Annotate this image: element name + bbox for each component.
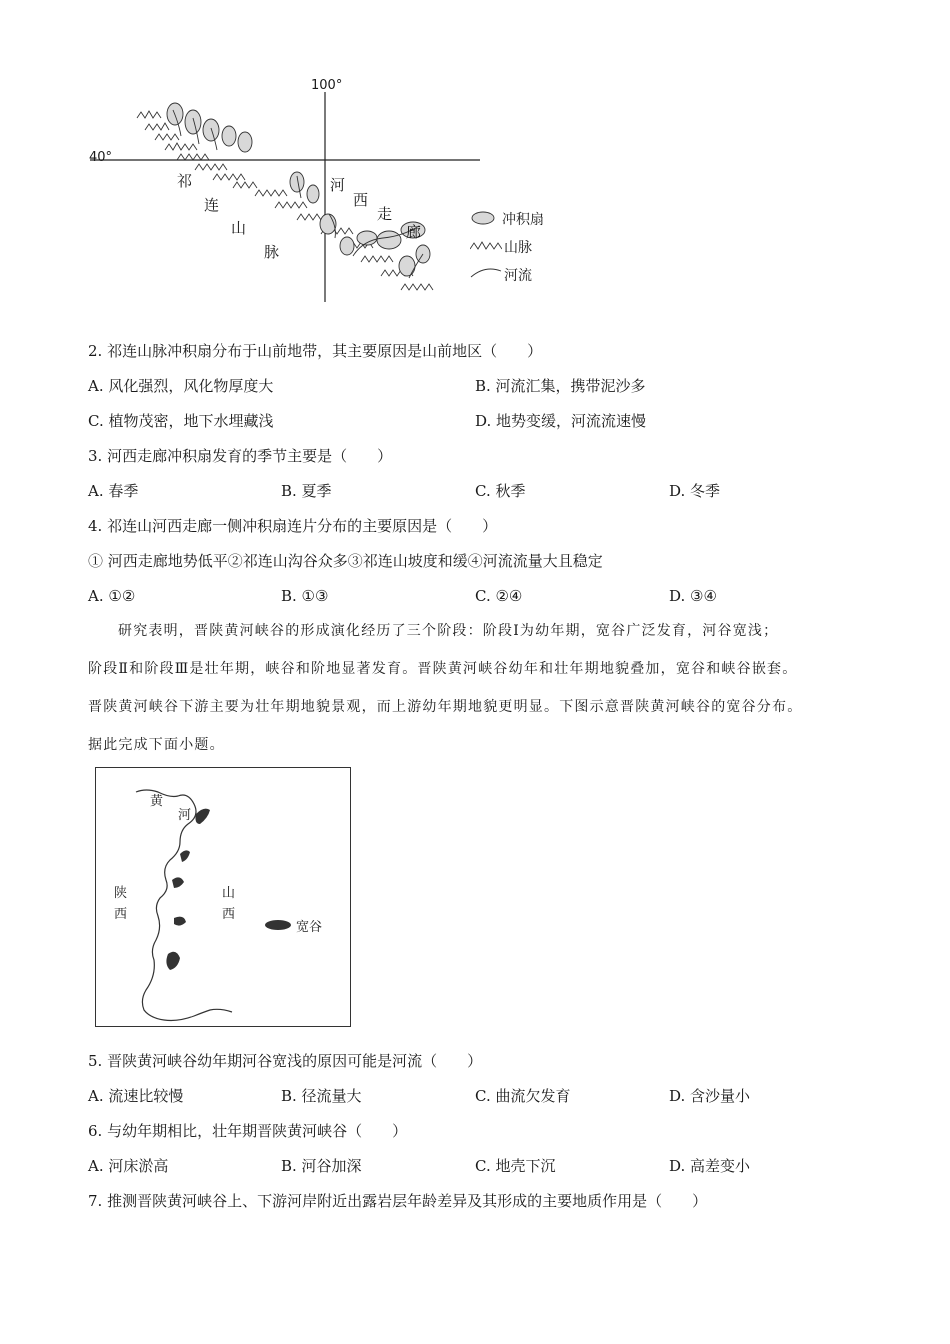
qilian-char-3: 山 bbox=[231, 219, 247, 237]
q5-option-b[interactable]: B. 径流量大 bbox=[281, 1087, 362, 1105]
qilian-char-1: 祁 bbox=[177, 172, 193, 190]
q2-option-a[interactable]: A. 风化强烈，风化物厚度大 bbox=[88, 377, 274, 395]
q3-option-a[interactable]: A. 春季 bbox=[88, 482, 139, 500]
q2-option-d[interactable]: D. 地势变缓，河流流速慢 bbox=[475, 412, 647, 430]
q2-option-b[interactable]: B. 河流汇集，携带泥沙多 bbox=[475, 377, 646, 395]
q4-statements: ① 河西走廊地势低平②祁连山沟谷众多③祁连山坡度和缓④河流流量大且稳定 bbox=[88, 552, 603, 570]
map1-legend bbox=[470, 205, 570, 290]
q6-stem: 6. 与幼年期相比，壮年期晋陕黄河峡谷（ ） bbox=[88, 1122, 408, 1140]
hexi-char-1: 河 bbox=[330, 176, 346, 194]
longitude-label: 100° bbox=[311, 78, 343, 93]
passage-line-2: 阶段Ⅱ和阶段Ⅲ是壮年期，峡谷和阶地显著发育。晋陕黄河峡谷幼年和壮年期地貌叠加，宽谷和峡谷嵌套。 bbox=[88, 661, 798, 677]
q4-option-c[interactable]: C. ②④ bbox=[475, 587, 523, 605]
shaanxi-label-1: 陕 bbox=[114, 886, 128, 901]
q3-option-c[interactable]: C. 秋季 bbox=[475, 482, 526, 500]
passage-line-3: 晋陕黄河峡谷下游主要为壮年期地貌景观，而上游幼年期地貌更明显。下图示意晋陕黄河峡谷的宽谷分布。 bbox=[88, 699, 803, 715]
river-legend-icon bbox=[470, 265, 502, 279]
q4-option-a[interactable]: A. ①② bbox=[88, 587, 136, 605]
q5-option-d[interactable]: D. 含沙量小 bbox=[669, 1087, 751, 1105]
wide-valley-legend-label: 宽谷 bbox=[296, 920, 323, 935]
mountain-range-icon bbox=[137, 111, 433, 290]
yellow-river-gorge-map bbox=[95, 767, 351, 1027]
q5-option-a[interactable]: A. 流速比较慢 bbox=[88, 1087, 184, 1105]
q4-stem: 4. 祁连山河西走廊一侧冲积扇连片分布的主要原因是（ ） bbox=[88, 517, 498, 535]
q2-stem: 2. 祁连山脉冲积扇分布于山前地带，其主要原因是山前地区（ ） bbox=[88, 342, 543, 360]
mountain-legend-icon bbox=[470, 239, 502, 251]
qilian-char-4: 脉 bbox=[264, 243, 280, 261]
shanxi-label-2: 西 bbox=[222, 907, 236, 922]
latitude-label: 40° bbox=[89, 150, 113, 165]
legend-mountain: 山脉 bbox=[504, 240, 532, 256]
legend-alluvial-fan: 冲积扇 bbox=[502, 212, 544, 228]
q2-option-c[interactable]: C. 植物茂密，地下水埋藏浅 bbox=[88, 412, 274, 430]
alluvial-fans bbox=[167, 103, 430, 276]
alluvial-fan-legend-icon bbox=[470, 210, 496, 226]
hexi-char-2: 西 bbox=[353, 191, 369, 209]
q3-stem: 3. 河西走廊冲积扇发育的季节主要是（ ） bbox=[88, 447, 393, 465]
qilian-char-2: 连 bbox=[204, 196, 220, 214]
wide-valley-patches bbox=[166, 809, 210, 970]
q6-option-c[interactable]: C. 地壳下沉 bbox=[475, 1157, 556, 1175]
passage-line-4: 据此完成下面小题。 bbox=[88, 737, 225, 753]
shaanxi-label-2: 西 bbox=[114, 907, 128, 922]
legend-river: 河流 bbox=[504, 268, 532, 284]
yellow-river-course bbox=[136, 790, 232, 1021]
shanxi-label-1: 山 bbox=[222, 886, 236, 901]
hexi-char-3: 走 bbox=[377, 205, 393, 223]
q6-option-a[interactable]: A. 河床淤高 bbox=[88, 1157, 169, 1175]
q3-option-b[interactable]: B. 夏季 bbox=[281, 482, 332, 500]
q4-option-d[interactable]: D. ③④ bbox=[669, 587, 717, 605]
q6-option-b[interactable]: B. 河谷加深 bbox=[281, 1157, 362, 1175]
q5-option-c[interactable]: C. 曲流欠发育 bbox=[475, 1087, 571, 1105]
q5-stem: 5. 晋陕黄河峡谷幼年期河谷宽浅的原因可能是河流（ ） bbox=[88, 1052, 483, 1070]
passage-line-1: 研究表明，晋陕黄河峡谷的形成演化经历了三个阶段：阶段Ⅰ为幼年期，宽谷广泛发育，河谷宽浅； bbox=[118, 623, 779, 639]
q7-stem: 7. 推测晋陕黄河峡谷上、下游河岸附近出露岩层年龄差异及其形成的主要地质作用是（ ） bbox=[88, 1192, 708, 1210]
wide-valley-legend-icon bbox=[265, 920, 291, 930]
q3-option-d[interactable]: D. 冬季 bbox=[669, 482, 721, 500]
q4-option-b[interactable]: B. ①③ bbox=[281, 587, 329, 605]
river-label-1: 黄 bbox=[150, 794, 164, 809]
hexi-char-4: 廊 bbox=[406, 223, 422, 241]
q6-option-d[interactable]: D. 高差变小 bbox=[669, 1157, 751, 1175]
river-label-2: 河 bbox=[178, 808, 192, 823]
